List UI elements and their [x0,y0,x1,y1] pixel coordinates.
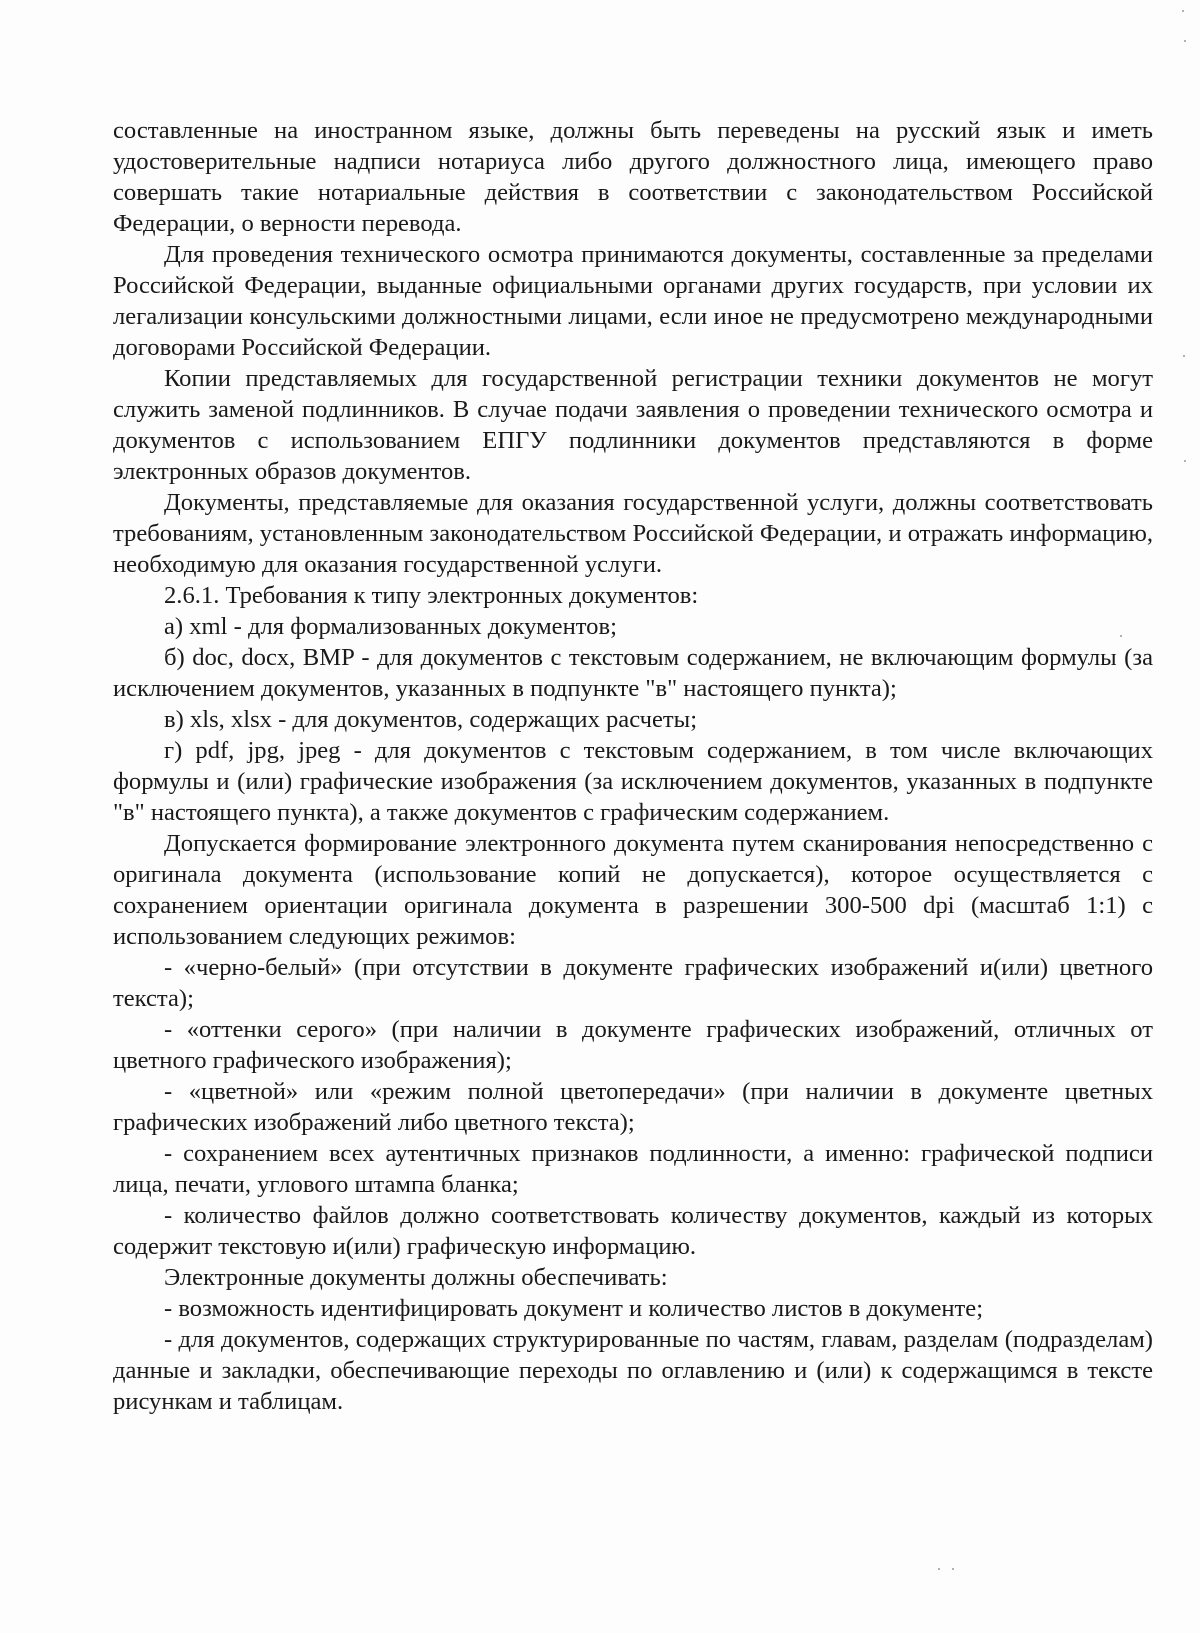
list-item-authenticity: - сохранением всех аутентичных признаков подлинности, а именно: графической подписи лица, печати, углового штампа бланка; [113,1140,1153,1198]
paragraph-requirements: Документы, представляемые для оказания государственной услуги, должны соответствовать требованиям, установленным законодательством Российской Федерации, и отражать информацию, необходимую для оказания государственной услуги. [113,489,1153,578]
list-item-color: - «цветной» или «режим полной цветопередачи» (при наличии в документе цветных графических изображений либо цветного текста); [113,1078,1153,1136]
list-item-black-white: - «черно-белый» (при отсутствии в документе графических изображений и(или) цветного текста); [113,954,1153,1012]
scan-speck [1120,635,1122,637]
list-item-pdf: г) pdf, jpg, jpeg - для документов с текстовым содержанием, в том числе включающих формулы и (или) графические изображения (за исключением документов, указанных в подпункте "в" настоящего пункта), а также документов с графическим содержанием. [113,737,1153,826]
scan-speck [1183,355,1185,357]
list-item-grayscale: - «оттенки серого» (при наличии в документе графических изображений, отличных от цветного графического изображения); [113,1016,1153,1074]
scan-speck [1184,40,1186,42]
list-item-xls: в) xls, xlsx - для документов, содержащих расчеты; [164,706,698,733]
paragraph-foreign-documents: Для проведения технического осмотра принимаются документы, составленные за пределами Российской Федерации, выданные официальными органами других государств, при условии их легализации консульскими должностными лицами, если иное не предусмотрено международными договорами Российской Федерации. [113,241,1153,361]
paragraph-section-heading: 2.6.1. Требования к типу электронных документов: [164,582,699,609]
scan-speck [938,1568,940,1570]
scan-speck [1184,460,1186,462]
paragraph-copies: Копии представляемых для государственной регистрации техники документов не могут служить заменой подлинников. В случае подачи заявления о проведении технического осмотра и документов с использованием ЕПГУ подлинники документов представляются в форме электронных образов документов. [113,365,1153,485]
list-item-xml: а) xml - для формализованных документов; [164,613,617,640]
paragraph-scanning: Допускается формирование электронного документа путем сканирования непосредственно с оригинала документа (использование копий не допускается), которое осуществляется с сохранением ориентации оригинала документа в разрешении 300-500 dpi (масштаб 1:1) с использованием следующих режимов: [113,830,1153,950]
list-item-identify: - возможность идентифицировать документ и количество листов в документе; [164,1295,984,1322]
scan-speck [1182,10,1184,12]
list-item-file-count: - количество файлов должно соответствовать количеству документов, каждый из которых содержит текстовую и(или) графическую информацию. [113,1202,1153,1260]
list-item-structured: - для документов, содержащих структурированные по частям, главам, разделам (подразделам) данные и закладки, обеспечивающие переходы по оглавлению и (или) к содержащимся в тексте рисункам и таблицам. [113,1326,1153,1415]
document-body [113,115,1153,1417]
scan-speck [952,1568,954,1570]
paragraph-electronic-docs: Электронные документы должны обеспечивать: [164,1264,668,1291]
list-item-doc: б) doc, docx, BMP - для документов с текстовым содержанием, не включающим формулы (за исключением документов, указанных в подпункте "в" настоящего пункта); [113,644,1153,702]
paragraph-continuation: составленные на иностранном языке, должны быть переведены на русский язык и иметь удостоверительные надписи нотариуса либо другого должностного лица, имеющего право совершать такие нотариальные действия в соответствии с законодательством Российской Федерации, о верности перевода. [113,117,1153,237]
